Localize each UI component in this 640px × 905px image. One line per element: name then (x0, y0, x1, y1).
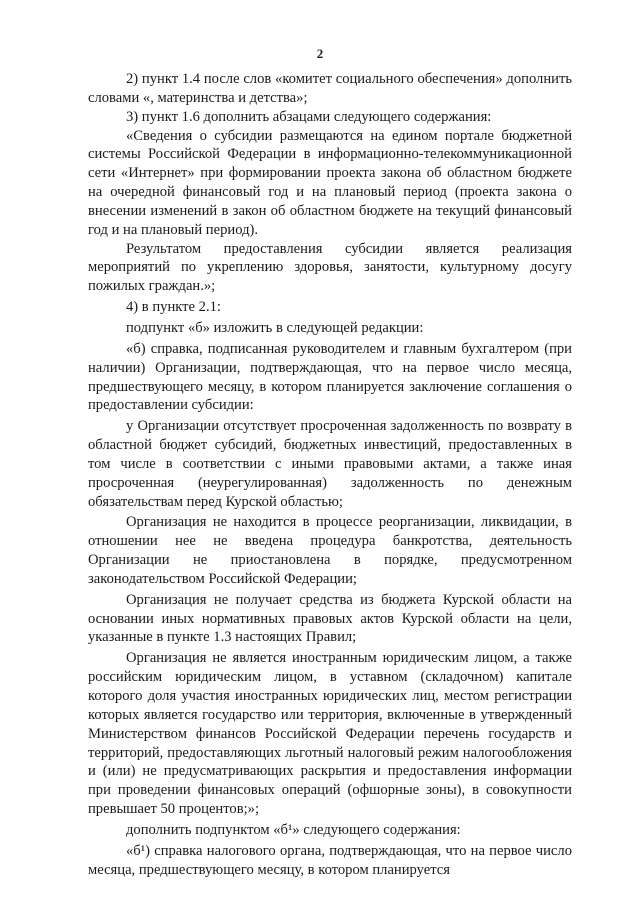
paragraph: у Организации отсутствует просроченная задолженность по возврату в областной бюджет субсидий, бюджетных инвестиций, предоставленных в том числе в соответствии с иными правовыми актами, а также иная просроченная (неурегулированная) задолженность по денежным обязательствам перед Курской областью; (88, 418, 572, 510)
paragraph: Результатом предоставления субсидии является реализация мероприятий по укреплению здоровья, занятости, культурному досугу пожилых граждан.»; (88, 240, 572, 295)
page-number: 2 (316, 46, 324, 61)
paragraph: Организация не получает средства из бюджета Курской области на основании иных нормативных правовых актов Курской области на цели, указанные в пункте 1.3 настоящих Правил; (88, 591, 572, 646)
paragraph: подпункт «б» изложить в следующей редакции: (126, 319, 424, 336)
paragraph: 3) пункт 1.6 дополнить абзацами следующего содержания: (126, 108, 492, 125)
paragraph: Организация не является иностранным юридическим лицом, а также российским юридическим лицом, в уставном (складочном) капитале которого доля участия иностранных юридических лиц, местом регистрации которых является государство или территория, включенные в утвержденный Министерством финансов Российской Федерации перечень государств и территорий, предоставляющих льготный налоговый режим налогообложения и (или) не предусматривающих раскрытия и предоставления информации при проведении финансовых операций (офшорные зоны), в совокупности превышает 50 процентов;»; (88, 650, 572, 818)
paragraph: «б) справка, подписанная руководителем и главным бухгалтером (при наличии) Организации, подтверждающая, что на первое число месяца, предшествующего месяцу, в котором планируется заключение соглашения о предоставлении субсидии: (88, 340, 572, 414)
paragraph: 2) пункт 1.4 после слов «комитет социального обеспечения» дополнить словами «, материнства и детства»; (88, 71, 572, 106)
paragraph: Организация не находится в процессе реорганизации, ликвидации, в отношении нее не введена процедура банкротства, деятельность Организации не приостановлена в порядке, предусмотренном законодательством Российской Федерации; (88, 514, 572, 587)
paragraph: «б¹) справка налогового органа, подтверждающая, что на первое число месяца, предшествующего месяцу, в котором планируется (88, 842, 572, 878)
paragraph: дополнить подпунктом «б¹» следующего содержания: (126, 821, 461, 838)
paragraph: 4) в пункте 2.1: (126, 299, 221, 316)
document-body (88, 70, 572, 879)
paragraph: «Сведения о субсидии размещаются на едином портале бюджетной системы Российской Федерации в информационно-телекоммуникационной сети «Интернет» при формировании проекта закона об областном бюджете на очередной финансовый год и на плановый период (проекта закона о внесении изменений в закон об областном бюджете на текущий финансовый год и на плановый период). (88, 127, 572, 238)
